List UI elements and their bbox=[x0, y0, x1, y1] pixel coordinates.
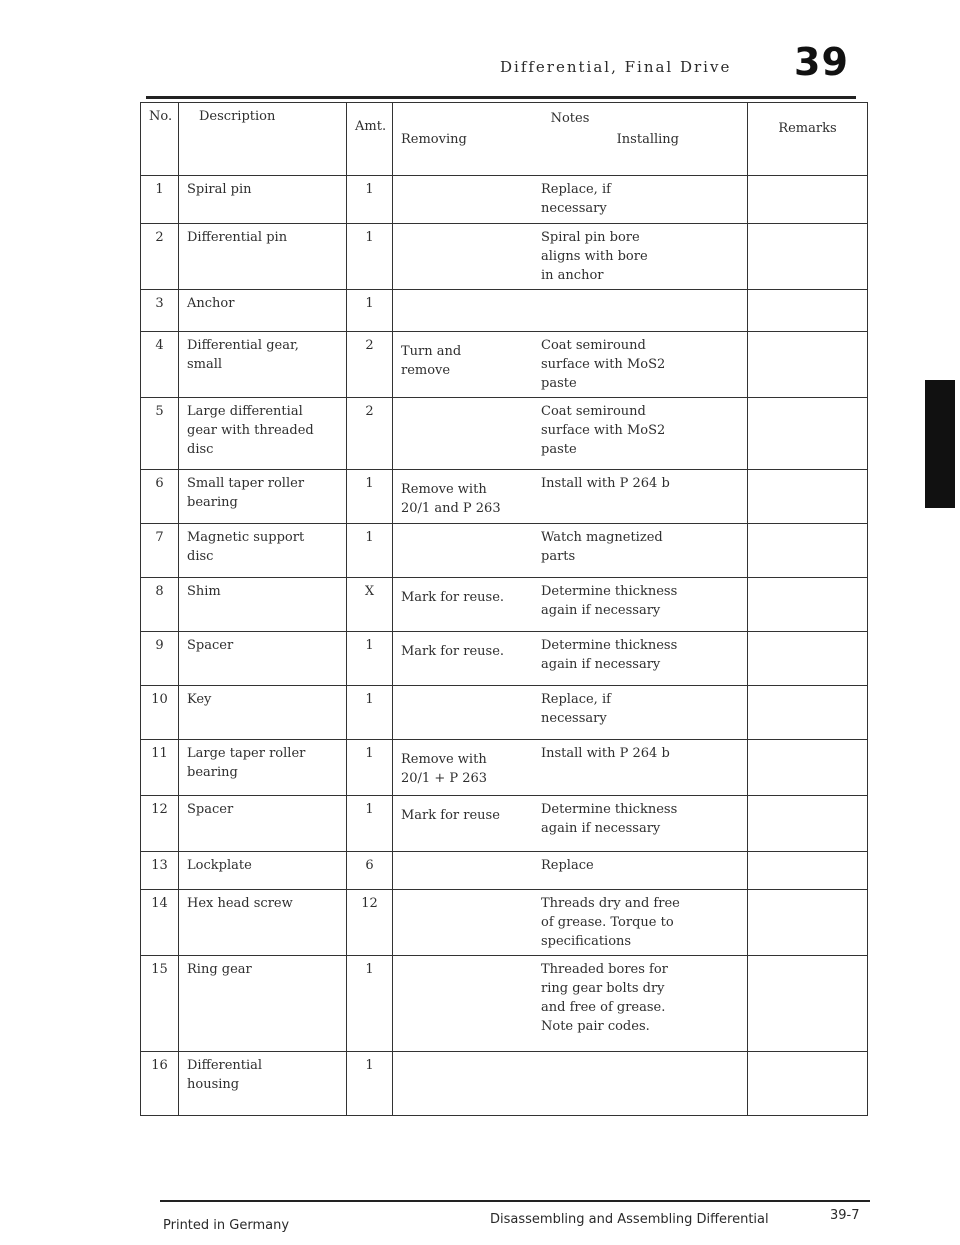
cell-no: 12 bbox=[141, 796, 179, 852]
cell-description: Key bbox=[179, 686, 347, 740]
cell-description: Small taper roller bearing bbox=[179, 470, 347, 524]
cell-installing: Coat semiround surface with MoS2 paste bbox=[541, 404, 666, 457]
cell-notes bbox=[393, 290, 748, 332]
cell-amt: X bbox=[347, 578, 393, 632]
cell-description: Large differential gear with threaded disc bbox=[179, 398, 347, 470]
cell-description: Spacer bbox=[179, 796, 347, 852]
table-row bbox=[141, 632, 868, 686]
cell-installing: Coat semiround surface with MoS2 paste bbox=[541, 338, 666, 391]
cell-description: Anchor bbox=[179, 290, 347, 332]
cell-amt: 1 bbox=[347, 1052, 393, 1116]
cell-removing bbox=[401, 894, 541, 951]
cell-amt: 1 bbox=[347, 956, 393, 1052]
cell-installing: Determine thickness again if necessary bbox=[541, 584, 678, 618]
cell-description: Spacer bbox=[179, 632, 347, 686]
cell-remarks bbox=[748, 1052, 868, 1116]
cell-notes bbox=[393, 332, 748, 398]
cell-no: 1 bbox=[141, 176, 179, 224]
cell-removing bbox=[401, 960, 541, 1036]
cell-amt: 2 bbox=[347, 332, 393, 398]
cell-remarks bbox=[748, 224, 868, 290]
cell-notes bbox=[393, 890, 748, 956]
thumb-index-tab bbox=[925, 380, 955, 508]
table-row bbox=[141, 176, 868, 224]
cell-amt: 1 bbox=[347, 524, 393, 578]
table-row bbox=[141, 524, 868, 578]
cell-description: Ring gear bbox=[179, 956, 347, 1052]
cell-installing bbox=[541, 294, 739, 300]
table-row bbox=[141, 470, 868, 524]
header-remarks: Remarks bbox=[748, 103, 868, 176]
cell-remarks bbox=[748, 176, 868, 224]
cell-notes bbox=[393, 740, 748, 796]
cell-removing bbox=[401, 1056, 541, 1062]
cell-removing: Remove with 20/1 + P 263 bbox=[401, 752, 488, 786]
footer-printed: Printed in Germany bbox=[163, 1218, 290, 1233]
cell-amt: 12 bbox=[347, 890, 393, 956]
table-row bbox=[141, 890, 868, 956]
cell-removing bbox=[401, 690, 541, 728]
cell-removing: Turn and remove bbox=[401, 344, 462, 378]
table-row bbox=[141, 956, 868, 1052]
parts-table-wrapper bbox=[140, 102, 868, 1116]
cell-notes bbox=[393, 1052, 748, 1116]
cell-description: Spiral pin bbox=[179, 176, 347, 224]
cell-removing bbox=[401, 856, 541, 875]
cell-no: 16 bbox=[141, 1052, 179, 1116]
cell-remarks bbox=[748, 398, 868, 470]
cell-installing bbox=[541, 1056, 739, 1062]
cell-description: Hex head screw bbox=[179, 890, 347, 956]
cell-notes bbox=[393, 852, 748, 890]
table-row bbox=[141, 332, 868, 398]
cell-description: Shim bbox=[179, 578, 347, 632]
cell-remarks bbox=[748, 290, 868, 332]
cell-remarks bbox=[748, 796, 868, 852]
cell-notes bbox=[393, 470, 748, 524]
cell-no: 11 bbox=[141, 740, 179, 796]
cell-removing bbox=[401, 180, 541, 218]
cell-no: 13 bbox=[141, 852, 179, 890]
cell-installing: Replace bbox=[541, 858, 594, 873]
table-row bbox=[141, 740, 868, 796]
cell-amt: 1 bbox=[347, 224, 393, 290]
cell-no: 2 bbox=[141, 224, 179, 290]
table-row bbox=[141, 686, 868, 740]
cell-no: 14 bbox=[141, 890, 179, 956]
cell-installing: Install with P 264 b bbox=[541, 746, 670, 761]
cell-remarks bbox=[748, 956, 868, 1052]
cell-removing: Mark for reuse. bbox=[401, 590, 505, 605]
cell-notes bbox=[393, 176, 748, 224]
footer-rule bbox=[160, 1200, 870, 1202]
cell-remarks bbox=[748, 686, 868, 740]
cell-installing: Watch magnetized parts bbox=[541, 530, 663, 564]
header-no: No. bbox=[141, 103, 179, 176]
cell-amt: 1 bbox=[347, 632, 393, 686]
cell-remarks bbox=[748, 890, 868, 956]
cell-remarks bbox=[748, 740, 868, 796]
cell-remarks bbox=[748, 332, 868, 398]
table-row bbox=[141, 224, 868, 290]
cell-amt: 1 bbox=[347, 290, 393, 332]
cell-installing: Replace, if necessary bbox=[541, 692, 611, 726]
table-row bbox=[141, 290, 868, 332]
parts-table bbox=[140, 102, 868, 1116]
cell-removing bbox=[401, 228, 541, 285]
table-header-row bbox=[141, 103, 868, 176]
cell-amt: 1 bbox=[347, 686, 393, 740]
header-notes-label: Notes bbox=[550, 111, 590, 126]
cell-no: 15 bbox=[141, 956, 179, 1052]
cell-installing: Threads dry and free of grease. Torque to specifications bbox=[541, 896, 680, 949]
cell-remarks bbox=[748, 524, 868, 578]
cell-no: 9 bbox=[141, 632, 179, 686]
cell-notes bbox=[393, 398, 748, 470]
header-removing: Removing bbox=[401, 132, 467, 147]
table-row bbox=[141, 796, 868, 852]
table-row bbox=[141, 398, 868, 470]
cell-no: 4 bbox=[141, 332, 179, 398]
header-rule bbox=[146, 96, 856, 99]
table-row bbox=[141, 1052, 868, 1116]
cell-installing: Install with P 264 b bbox=[541, 476, 670, 491]
cell-amt: 1 bbox=[347, 796, 393, 852]
header-description: Description bbox=[179, 103, 347, 176]
page-header-title: Differential, Final Drive bbox=[500, 58, 732, 76]
cell-notes bbox=[393, 224, 748, 290]
cell-notes bbox=[393, 796, 748, 852]
cell-no: 5 bbox=[141, 398, 179, 470]
cell-no: 7 bbox=[141, 524, 179, 578]
cell-description: Large taper roller bearing bbox=[179, 740, 347, 796]
table-row bbox=[141, 852, 868, 890]
cell-no: 6 bbox=[141, 470, 179, 524]
cell-amt: 2 bbox=[347, 398, 393, 470]
cell-removing: Mark for reuse bbox=[401, 808, 500, 823]
cell-removing bbox=[401, 528, 541, 566]
cell-remarks bbox=[748, 578, 868, 632]
cell-description: Differential gear, small bbox=[179, 332, 347, 398]
cell-no: 3 bbox=[141, 290, 179, 332]
cell-installing: Determine thickness again if necessary bbox=[541, 638, 678, 672]
footer-section-title: Disassembling and Assembling Differential bbox=[490, 1212, 769, 1227]
cell-removing bbox=[401, 402, 541, 459]
footer-page-number: 39-7 bbox=[830, 1208, 860, 1223]
cell-remarks bbox=[748, 470, 868, 524]
cell-installing: Spiral pin bore aligns with bore in anchor bbox=[541, 230, 648, 283]
cell-installing: Replace, if necessary bbox=[541, 182, 611, 216]
cell-no: 10 bbox=[141, 686, 179, 740]
header-amt: Amt. bbox=[347, 103, 393, 176]
cell-description: Differential housing bbox=[179, 1052, 347, 1116]
cell-description: Differential pin bbox=[179, 224, 347, 290]
cell-removing bbox=[401, 294, 541, 300]
cell-no: 8 bbox=[141, 578, 179, 632]
cell-amt: 6 bbox=[347, 852, 393, 890]
cell-removing: Remove with 20/1 and P 263 bbox=[401, 482, 501, 516]
cell-removing: Mark for reuse. bbox=[401, 644, 505, 659]
cell-notes bbox=[393, 686, 748, 740]
cell-notes bbox=[393, 956, 748, 1052]
header-installing: Installing bbox=[616, 132, 679, 147]
cell-description: Lockplate bbox=[179, 852, 347, 890]
cell-amt: 1 bbox=[347, 740, 393, 796]
section-number: 39 bbox=[794, 40, 849, 84]
cell-remarks bbox=[748, 852, 868, 890]
cell-notes bbox=[393, 524, 748, 578]
cell-amt: 1 bbox=[347, 470, 393, 524]
cell-amt: 1 bbox=[347, 176, 393, 224]
cell-remarks bbox=[748, 632, 868, 686]
table-row bbox=[141, 578, 868, 632]
cell-installing: Determine thickness again if necessary bbox=[541, 802, 678, 836]
cell-notes bbox=[393, 632, 748, 686]
cell-installing: Threaded bores for ring gear bolts dry and free of grease. Note pair codes. bbox=[541, 962, 668, 1034]
header-notes bbox=[393, 103, 748, 176]
cell-notes bbox=[393, 578, 748, 632]
cell-description: Magnetic support disc bbox=[179, 524, 347, 578]
